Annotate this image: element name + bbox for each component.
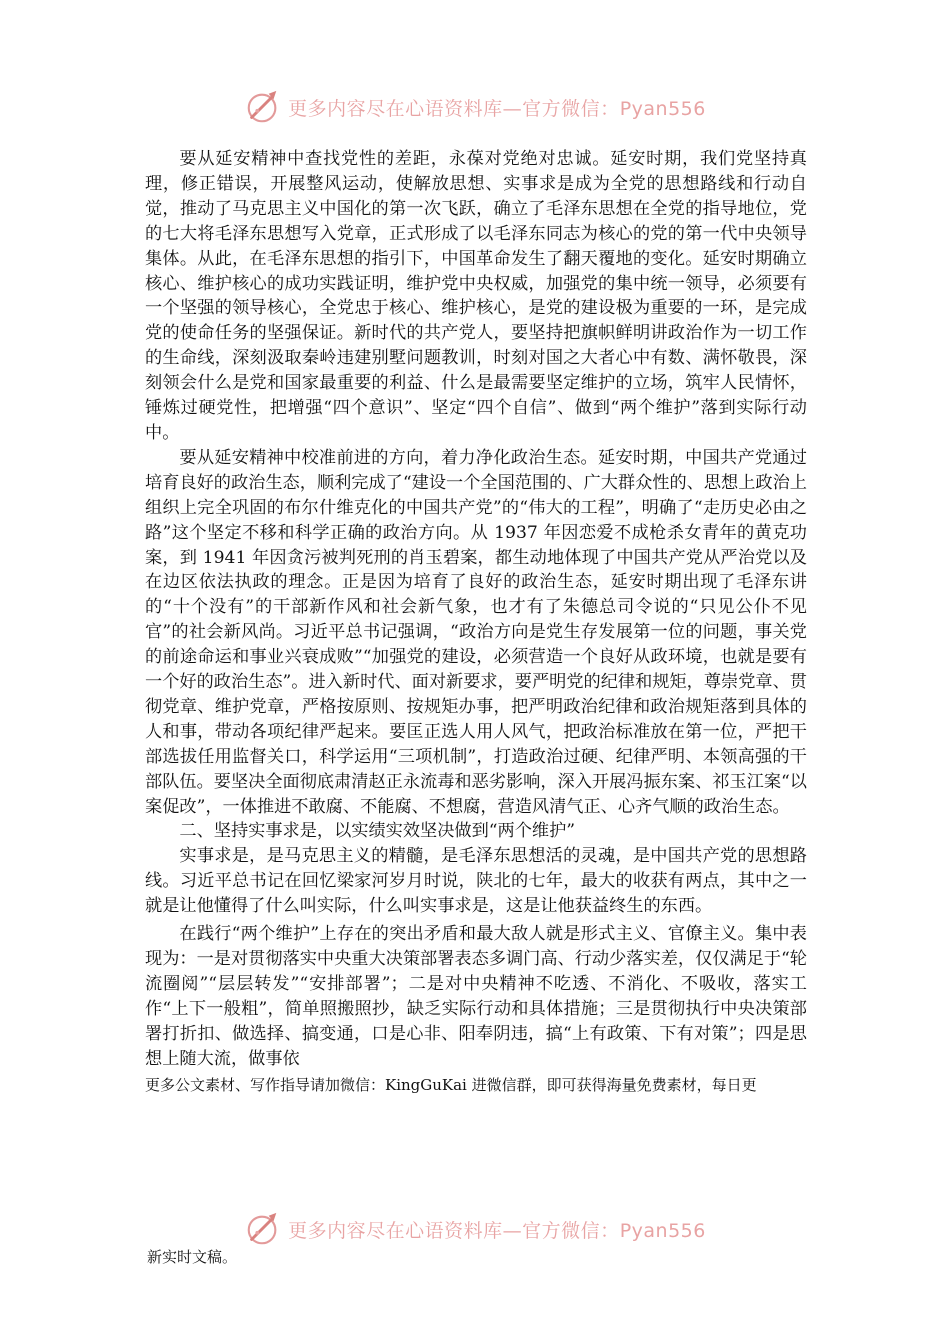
section-heading: 二、坚持实事求是，以实绩实效坚决做到“两个维护” <box>179 821 576 842</box>
watermark-banner-top <box>0 87 950 127</box>
pen-logo-icon <box>244 1210 282 1248</box>
footer-tail: 新实时文稿。 <box>147 1248 238 1266</box>
paragraph-formalism: 在践行“两个维护”上存在的突出矛盾和最大敌人就是形式主义、官僚主义。集中表现为：一是对贯彻落实中央重大决策部署表态多调门高、行动少落实差，仅仅满足于“轮流圈阅”“层层转发”“安排部署”；二是对中央精神不吃透、不消化、不吸收，落实工作“上下一般粗”，简单照搬照抄，缺乏实际行动和具体措施；三是贯彻执行中央决策部署打折扣、做选择、搞变通，口是心非、阳奉阴违，搞“上有政策、下有对策”；四是思想上随大流，做事依 <box>145 924 807 1069</box>
document-body <box>145 147 807 1096</box>
paragraph-seek-truth: 实事求是，是马克思主义的精髓，是毛泽东思想活的灵魂，是中国共产党的思想路线。习近平总书记在回忆梁家河岁月时说，陕北的七年，最大的收获有两点，其中之一就是让他懂得了什么叫实际，什么叫实事求是，这是让他获益终生的东西。 <box>145 846 807 917</box>
pen-logo-icon <box>244 88 282 126</box>
paragraph-party-spirit: 要从延安精神中查找党性的差距，永葆对党绝对忠诚。延安时期，我们党坚持真理，修正错误，开展整风运动，使解放思想、实事求是成为全党的思想路线和行动自觉，推动了马克思主义中国化的第一次飞跃，确立了毛泽东思想在全党的指导地位，党的七大将毛泽东思想写入党章，正式形成了以毛泽东同志为核心的党的第一代中央领导集体。从此，在毛泽东思想的指引下，中国革命发生了翻天覆地的变化。延安时期确立核心、维护核心的成功实践证明，维护党中央权威，加强党的集中统一领导，必须要有一个坚强的领导核心，全党忠于核心、维护核心，是党的建设极为重要的一环，是完成党的使命任务的坚强保证。新时代的共产党人，要坚持把旗帜鲜明讲政治作为一切工作的生命线，深刻汲取秦岭违建别墅问题教训，时刻对国之大者心中有数、满怀敬畏，深刻领会什么是党和国家最重要的利益、什么是最需要坚定维护的立场，筑牢人民情怀，锤炼过硬党性，把增强“四个意识”、坚定“四个自信”、做到“两个维护”落到实际行动中。 <box>145 149 807 443</box>
watermark-text: 更多内容尽在心语资料库—官方微信：Pyan556 <box>288 97 706 120</box>
watermark-text: 更多内容尽在心语资料库—官方微信：Pyan556 <box>288 1219 706 1242</box>
watermark-banner-bottom <box>0 1209 950 1249</box>
footer-note: 更多公文素材、写作指导请加微信：KingGuKai 进微信群，即可获得海量免费素材，每日更 <box>145 1075 757 1094</box>
paragraph-political-ecology: 要从延安精神中校准前进的方向，着力净化政治生态。延安时期，中国共产党通过培育良好的政治生态，顺利完成了“建设一个全国范围的、广大群众性的、思想上政治上组织上完全巩固的布尔什维克化的中国共产党”的“伟大的工程”，明确了“走历史必由之路”这个坚定不移和科学正确的政治方向。从 1937 年因恋爱不成枪杀女青年的黄克功案，到 1941 年因贪污被判死刑的肖玉碧案，都生动地体现了中国共产党从严治党以及在边区依法执政的理念。正是因为培育了良好的政治生态，延安时期出现了毛泽东讲的“十个没有”的干部新作风和社会新气象，也才有了朱德总司令说的“只见公仆不见官”的社会新风尚。习近平总书记强调，“政治方向是党生存发展第一位的问题，事关党的前途命运和事业兴衰成败”“加强党的建设，必须营造一个良好从政环境，也就是要有一个好的政治生态”。进入新时代、面对新要求，要严明党的纪律和规矩，尊崇党章、贯彻党章、维护党章，严格按原则、按规矩办事，把严明政治纪律和政治规矩落到具体的人和事，带动各项纪律严起来。要匡正选人用人风气，把政治标准放在第一位，严把干部选拔任用监督关口，科学运用“三项机制”，打造政治过硬、纪律严明、本领高强的干部队伍。要坚决全面彻底肃清赵正永流毒和恶劣影响，深入开展冯振东案、祁玉江案“以案促改”，一体推进不敢腐、不能腐、不想腐，营造风清气正、心齐气顺的政治生态。 <box>145 447 807 817</box>
